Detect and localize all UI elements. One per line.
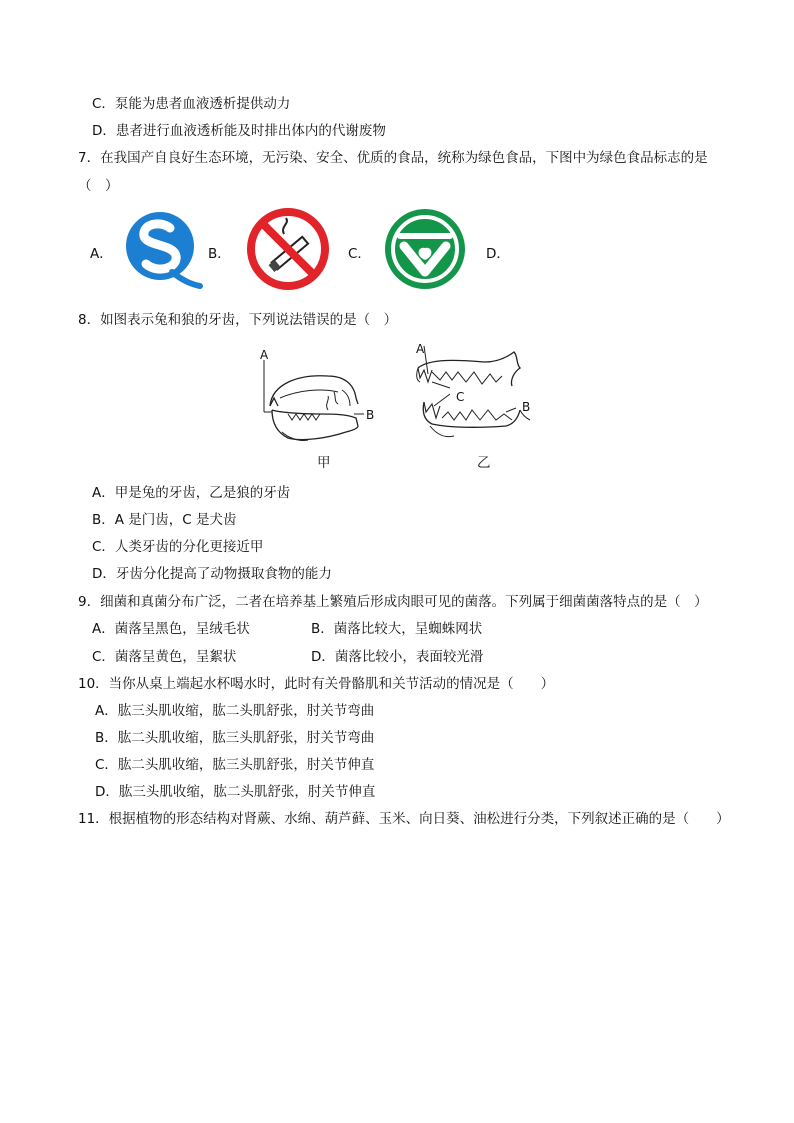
green-food-logo-icon: [382, 206, 468, 292]
q9-option-a: A．菌落呈黑色，呈绒毛状: [92, 621, 250, 637]
q10-stem: 10．当你从桌上端起水杯喝水时，此时有关骨骼肌和关节活动的情况是（ ）: [78, 676, 555, 692]
wolf-label-a: A: [416, 342, 425, 356]
q11-stem: 11．根据植物的形态结构对肾蕨、水绵、葫芦藓、玉米、向日葵、油松进行分类，下列叙述正确的是（ ）: [78, 811, 730, 827]
q7-stem-paren: （ ）: [78, 178, 119, 194]
q9-option-d: D．菌落比较小，表面较光滑: [311, 649, 484, 665]
rabbit-figure-caption: 甲: [317, 455, 331, 471]
q10-option-a: A．肱三头肌收缩，肱二头肌舒张，肘关节弯曲: [95, 703, 375, 719]
q7-option-d-label: D．: [486, 246, 510, 262]
wolf-label-c: C: [456, 390, 465, 404]
q8-option-b: B．A 是门齿，C 是犬齿: [92, 512, 237, 528]
q9-stem: 9．细菌和真菌分布广泛，二者在培养基上繁殖后形成肉眼可见的菌落。下列属于细菌菌落特点的是（ ）: [78, 594, 708, 610]
q6-option-c: C．泵能为患者血液透析提供动力: [92, 96, 291, 112]
q9-option-b: B．菌落比较大，呈蜘蛛网状: [311, 621, 483, 637]
wolf-skull-drawing: [410, 340, 540, 445]
wolf-teeth-figure: [410, 340, 540, 445]
rabbit-teeth-figure: [258, 346, 383, 451]
qs-quality-logo-icon: [120, 206, 206, 292]
q10-option-c: C．肱二头肌收缩，肱三头肌舒张，肘关节伸直: [95, 757, 375, 773]
q7-option-c-label: C．: [348, 246, 371, 262]
wolf-label-b: B: [522, 400, 531, 414]
q6-option-d: D．患者进行血液透析能及时排出体内的代谢废物: [92, 123, 386, 139]
rabbit-label-a: A: [260, 348, 269, 362]
rabbit-skull-drawing: [258, 346, 383, 451]
q9-option-c: C．菌落呈黄色，呈絮状: [92, 649, 237, 665]
q7-stem: 7．在我国产自良好生态环境，无污染、安全、优质的食品，统称为绿色食品，下图中为绿色食品标志的是: [78, 150, 708, 166]
no-smoking-sign-icon: [240, 206, 336, 292]
wolf-figure-caption: 乙: [477, 455, 491, 471]
q7-option-a-label: A．: [90, 246, 113, 262]
q10-option-b: B．肱二头肌收缩，肱三头肌舒张，肘关节弯曲: [95, 730, 375, 746]
rabbit-label-b: B: [366, 408, 375, 422]
q8-option-c: C．人类牙齿的分化更接近甲: [92, 539, 264, 555]
q7-option-b-label: B．: [208, 246, 231, 262]
q8-option-a: A．甲是兔的牙齿，乙是狼的牙齿: [92, 485, 291, 501]
q8-option-d: D．牙齿分化提高了动物摄取食物的能力: [92, 566, 332, 582]
q10-option-d: D．肱三头肌收缩，肱二头肌舒张，肘关节伸直: [95, 784, 376, 800]
q8-stem: 8．如图表示兔和狼的牙齿，下列说法错误的是（ ）: [78, 312, 398, 328]
